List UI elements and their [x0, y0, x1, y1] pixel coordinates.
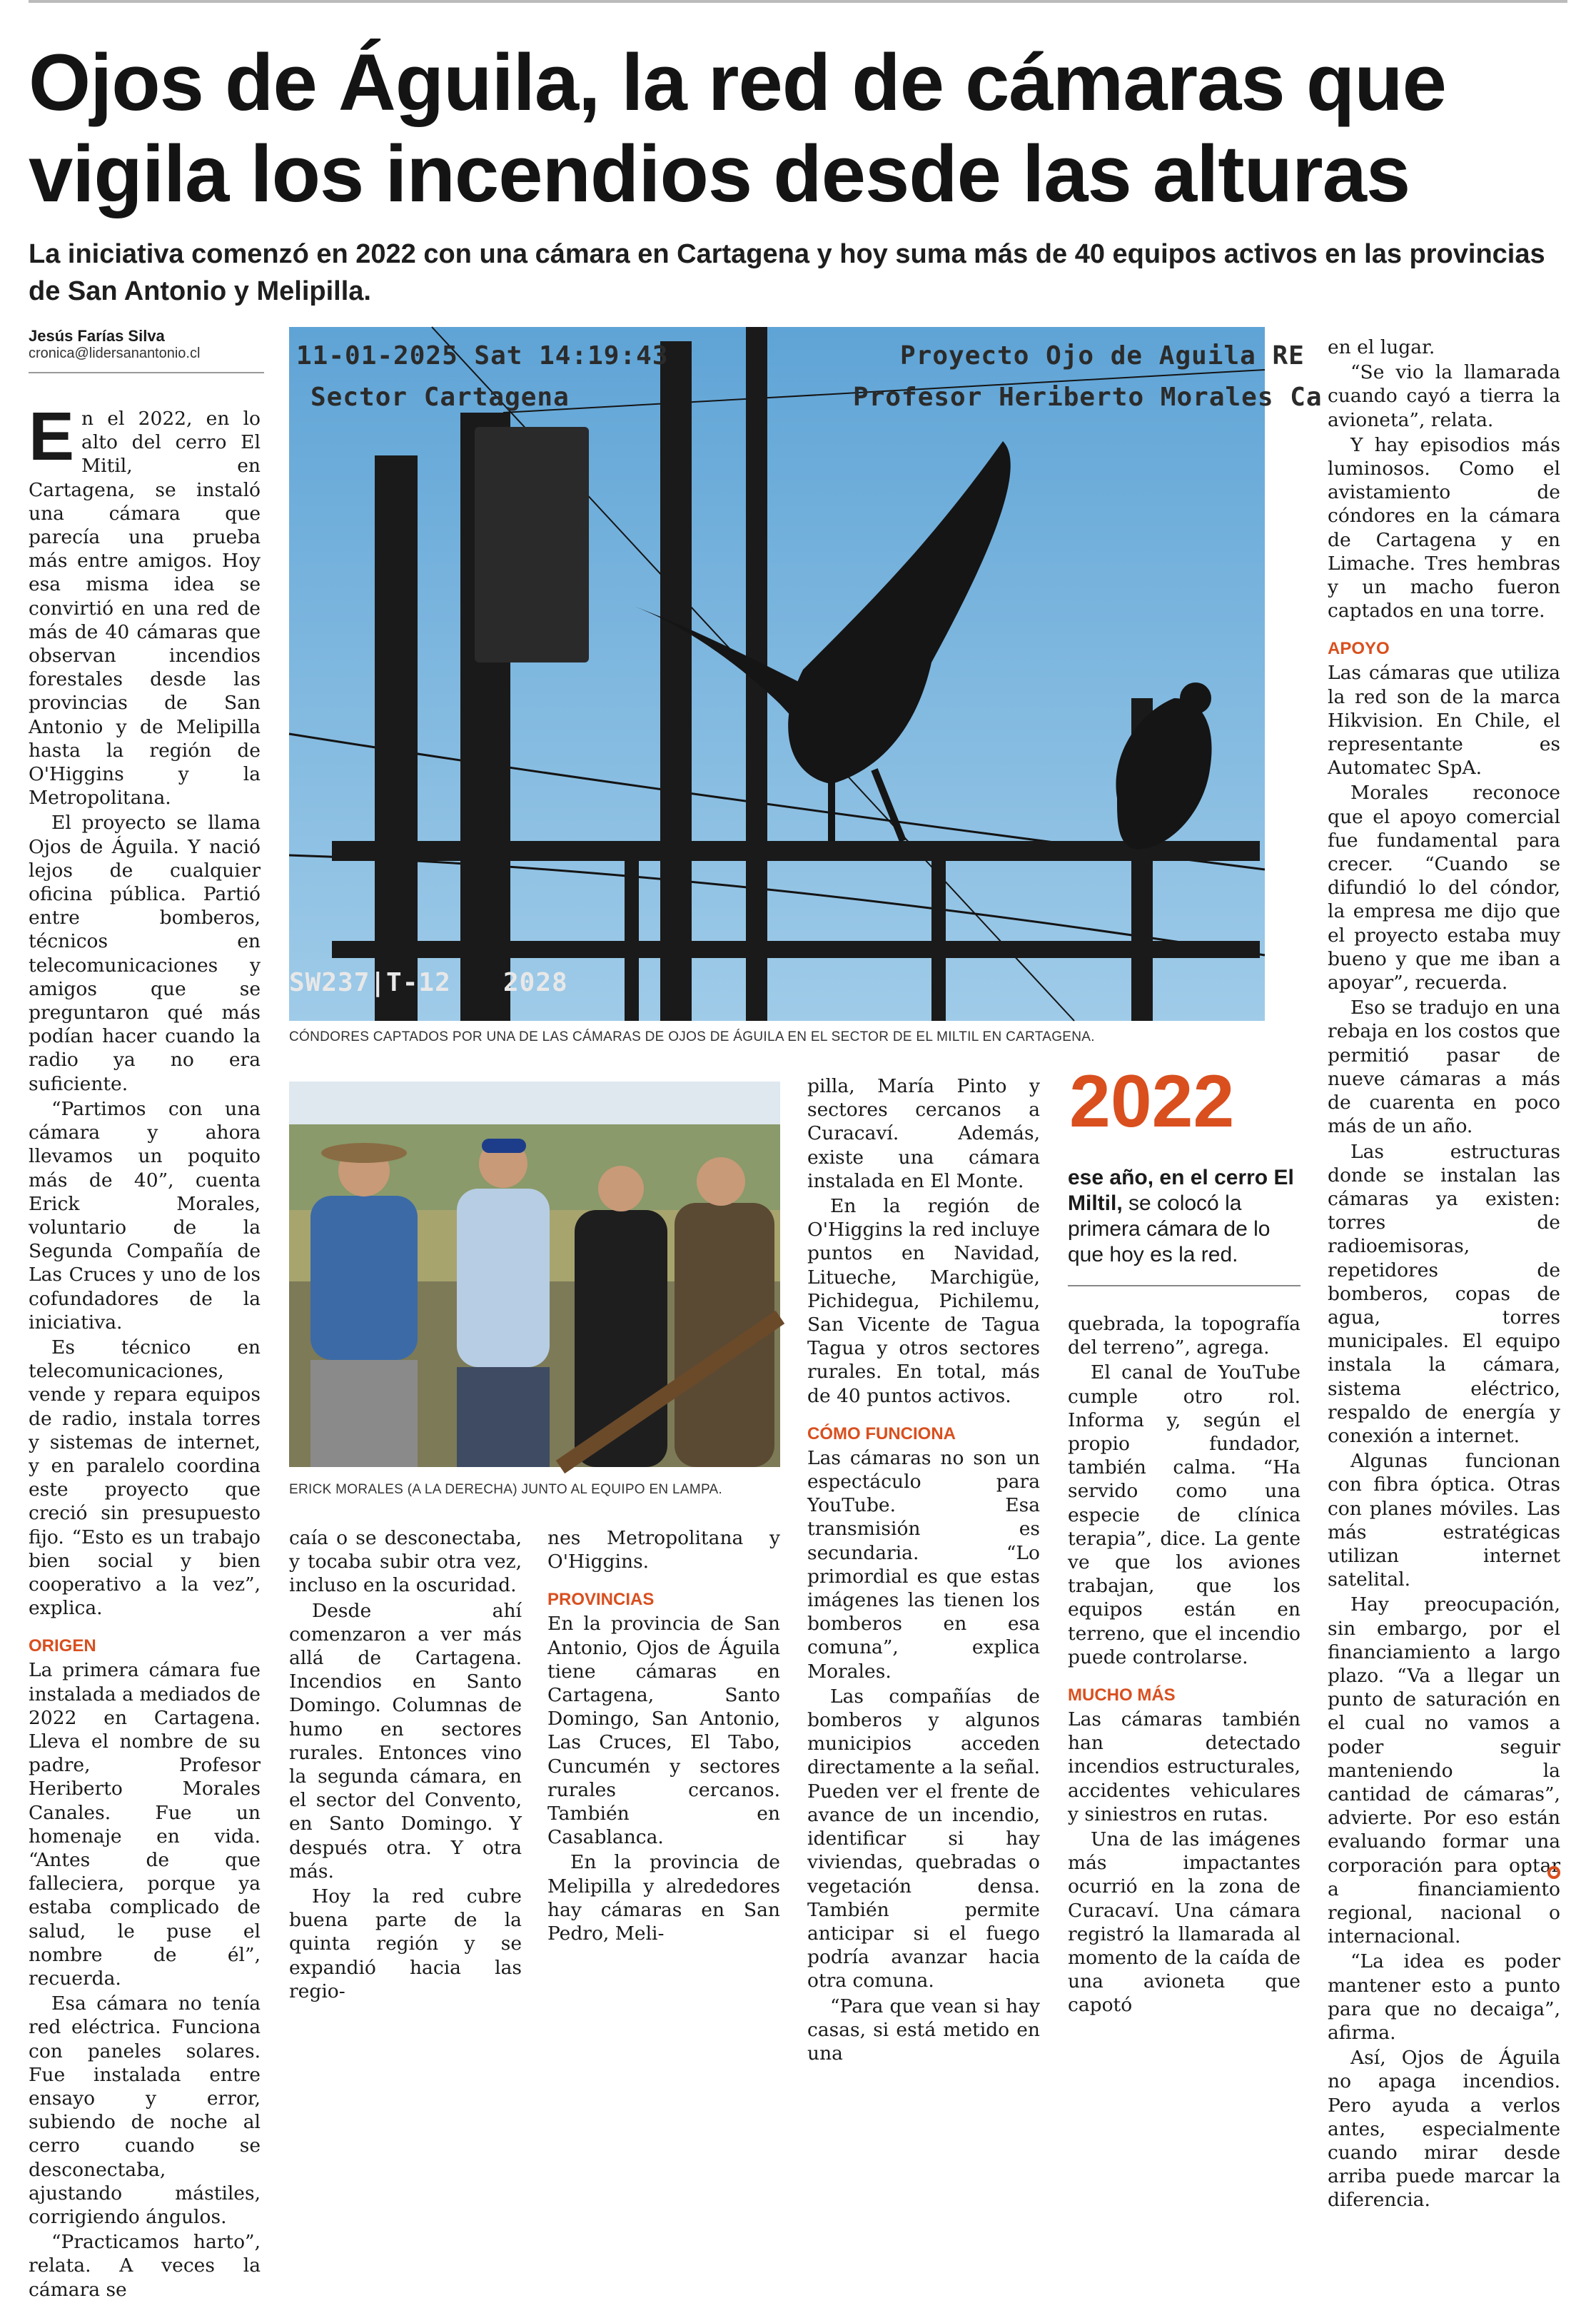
camera-osd-year: 2028 [503, 968, 568, 997]
paragraph: Las cámaras que utiliza la red son de la marca Hikvision. En Chile, el representante es Automatec SpA. [1328, 662, 1560, 780]
column-1 [29, 398, 261, 2303]
dropcap: E [29, 398, 75, 475]
pullquote-rule [1068, 1285, 1300, 1286]
pullquote-text [1068, 1165, 1303, 1268]
paragraph: “Practicamos harto”, relata. A veces la cámara se [29, 2231, 261, 2301]
paragraph: Eso se tradujo en una rebaja en los costos que permitió pasar de nueve cámaras a más de cuarenta en poco más de un año. [1328, 997, 1560, 1138]
camera-osd-sector: Sector Cartagena [310, 383, 570, 412]
paragraph: Es técnico en telecomunicaciones, vende y repara equipos de radio, instala torres y sistemas de internet, y en paralelo coordina este proyecto que creció sin presupuesto fijo. “Esto es un trabajo bien social y bien cooperativo a la vez”, explica. [29, 1336, 261, 1620]
condor-photo-illustration [289, 327, 1265, 1021]
paragraph: La primera cámara fue instalada a mediados de 2022 en Cartagena. Lleva el nombre de su padre, Profesor Heriberto Morales Canales. Fue un homenaje en vida. “Antes de que falleciera, porque ya estaba complicado de salud, le puse el nombre de él”, recuerda. [29, 1659, 261, 1990]
paragraph: Y hay episodios más luminosos. Como el avistamiento de cóndores en la cámara de Cartagena y en Limache. Tres hembras y un macho fueron captados en una torre. [1328, 433, 1560, 623]
column-6 [1328, 336, 1560, 2214]
column-3 [547, 1526, 780, 1947]
paragraph: quebrada, la topografía del terreno”, agrega. [1068, 1313, 1300, 1359]
byline-name: Jesús Farías Silva [29, 327, 165, 345]
paragraph: Las cámaras también han detectado incendios estructurales, accidentes vehiculares y siniestros en rutas. [1068, 1708, 1300, 1825]
camera-osd-project: Proyecto Ojo de Aguila RE [900, 341, 1305, 371]
paragraph: El canal de YouTube cumple otro rol. Informa y, según el propio fundador, también calma. “Ha servido como una especie de clínica terapia”, dice. La gente ve que los aviones trabajan, que los equipos están en terreno, que el incendio puede controlarse. [1068, 1361, 1300, 1668]
paragraph: nes Metropolitana y O'Higgins. [547, 1527, 780, 1573]
paragraph: En la provincia de San Antonio, Ojos de Águila tiene cámaras en Cartagena, Santo Domingo, San Antonio, Las Cruces, El Tabo, Cuncumén y sectores rurales cercanos. También en Casablanca. [547, 1613, 780, 1849]
byline-email[interactable]: cronica@lidersanantonio.cl [29, 346, 201, 361]
column-5 [1068, 1312, 1300, 2019]
pullquote-rest: se colocó la primera cámara de lo que hoy es la red. [1068, 1191, 1271, 1266]
paragraph: Las estructuras donde se instalan las cámaras ya existen: torres de radioemisoras, repetidores de bomberos, copas de agua, torres municipales. El equipo instala la cámara, sistema eléctrico, respaldo de energía y conexión a internet. [1328, 1140, 1560, 1447]
pullquote-year: 2022 [1069, 1060, 1235, 1143]
paragraph: Morales reconoce que el apoyo comercial fue fundamental para crecer. “Cuando se difundió lo del cóndor, la empresa me dijo que el proyecto estaba muy bueno y que me iban a apoyar”, recuerda. [1328, 782, 1560, 994]
paragraph: “Partimos con una cámara y ahora llevamos un poquito más de 40”, cuenta Erick Morales, voluntario de la Segunda Compañía de Las Cruces y uno de los cofundadores de la iniciativa. [29, 1097, 261, 1334]
paragraph: En la provincia de Melipilla y alrededores hay cámaras en San Pedro, Meli- [547, 1851, 780, 1945]
column-2 [289, 1526, 522, 2005]
paragraph: Esa cámara no tenía red eléctrica. Funciona con paneles solares. Fue instalada entre ensayo y error, subiendo de noche al cerro cuando se desconectaba, ajustando mástiles, corrigiendo ángulos. [29, 1992, 261, 2229]
paragraph: pilla, María Pinto y sectores cercanos a Curacaví. Además, existe una cámara instalada en El Monte. [807, 1075, 1040, 1192]
end-of-article-icon [1547, 1866, 1560, 1879]
section-heading-provincias: PROVINCIAS [547, 1590, 655, 1610]
photo-main-caption: CÓNDORES CAPTADOS POR UNA DE LAS CÁMARAS DE OJOS DE ÁGUILA EN EL SECTOR DE EL MILTIL EN CARTAGENA. [289, 1029, 1095, 1044]
team-photo [289, 1082, 780, 1467]
paragraph: Hay preocupación, sin embargo, por el financiamiento a largo plazo. “Va a llegar un punto de saturación en el cual no vamos a poder seguir manteniendo la cantidad de cámaras”, advierte. Por eso están evaluando formar una corporación para optar a financiamiento regional, nacional o internacional. [1328, 1593, 1560, 1948]
byline-rule [29, 372, 264, 373]
paragraph: Hoy la red cubre buena parte de la quinta región y se expandió hacia las regio- [289, 1885, 522, 2002]
camera-osd-professor: Profesor Heriberto Morales Ca [853, 383, 1323, 412]
column-4 [807, 1074, 1040, 2067]
section-heading-apoyo: APOYO [1328, 639, 1390, 659]
deck: La iniciativa comenzó en 2022 con una cámara en Cartagena y hoy suma más de 40 equipos activos en las provincias de San Antonio y Melipilla. [29, 239, 1545, 306]
paragraph: “La idea es poder mantener esto a punto para que no decaiga”, afirma. [1328, 1950, 1560, 2045]
paragraph: Una de las imágenes más impactantes ocurrió en la zona de Curacaví. Una cámara registró la llamarada al momento de la caída de una avioneta que capotó [1068, 1828, 1300, 2017]
headline: Ojos de Águila, la red de cámaras que vigila los incendios desde las alturas [29, 38, 1446, 218]
photo-second-caption: ERICK MORALES (A LA DERECHA) JUNTO AL EQUIPO EN LAMPA. [289, 1482, 723, 1497]
paragraph: Las compañías de bomberos y algunos municipios acceden directamente a la señal. Pueden ver el frente de avance de un incendio, identificar si hay viviendas, quebradas o vegetación densa. También permite anticipar si el fuego podría avanzar hacia otra comuna. [807, 1685, 1040, 1992]
pullquote-bold: ese año, en el cerro El Miltil, [1068, 1166, 1294, 1215]
paragraph: En el 2022, en lo alto del cerro El Mitil, en Cartagena, se instaló una cámara que parecía una prueba más entre amigos. Hoy esa misma idea se convirtió en una red de más de 40 cámaras que observan incendios forestales desde las provincias de San Antonio y de Melipilla hasta la región de O'Higgins y la Metropolitana. [29, 398, 261, 810]
paragraph: Las cámaras no son un espectáculo para YouTube. Esa transmisión es secundaria. “Lo primordial es que estas imágenes las tienen los bomberos en esa comuna”, explica Morales. [807, 1446, 1040, 1683]
section-heading-mucho-mas: MUCHO MÁS [1068, 1685, 1176, 1705]
paragraph: En la región de O'Higgins la red incluye puntos en Navidad, Litueche, Marchigüe, Pichidegua, Pichilemu, San Vicente de Tagua Tagua y otros sectores rurales. En total, más de 40 puntos activos. [807, 1195, 1040, 1407]
paragraph: El proyecto se llama Ojos de Águila. Y nació lejos de cualquier oficina pública. Partió entre bomberos, técnicos en telecomunicaciones y amigos que se preguntaron qué más podían hacer cuando la radio ya no era suficiente. [29, 812, 261, 1095]
paragraph: “Se vio la llamarada cuando cayó a tierra la avioneta”, relata. [1328, 361, 1560, 431]
camera-osd-code: SW237|T-12 [289, 968, 451, 997]
section-heading-como-funciona: CÓMO FUNCIONA [807, 1423, 956, 1443]
paragraph: “Para que vean si hay casas, si está metido en una [807, 1995, 1040, 2065]
paragraph: Así, Ojos de Águila no apaga incendios. Pero ayuda a verlos antes, especialmente cuando mirar desde arriba puede marcar la diferencia. [1328, 2047, 1560, 2212]
byline [29, 327, 264, 373]
camera-osd-datetime: 11-01-2025 Sat 14:19:43 [296, 341, 669, 371]
condor-photo [289, 327, 1323, 1021]
paragraph: Desde ahí comenzaron a ver más allá de Cartagena. Incendios en Santo Domingo. Columnas de humo en sectores rurales. Entonces vino la segunda cámara, en el sector del Convento, en Santo Domingo. Y después otra. Y otra más. [289, 1599, 522, 1883]
paragraph: Algunas funcionan con fibra óptica. Otras con planes móviles. Las más estratégicas utilizan internet satelital. [1328, 1450, 1560, 1591]
section-heading-origen: ORIGEN [29, 1636, 96, 1656]
paragraph: caía o se desconectaba, y tocaba subir otra vez, incluso en la oscuridad. [289, 1527, 522, 1597]
paragraph: en el lugar. [1328, 336, 1435, 358]
team-photo-illustration [289, 1082, 780, 1467]
top-rule [29, 0, 1567, 3]
